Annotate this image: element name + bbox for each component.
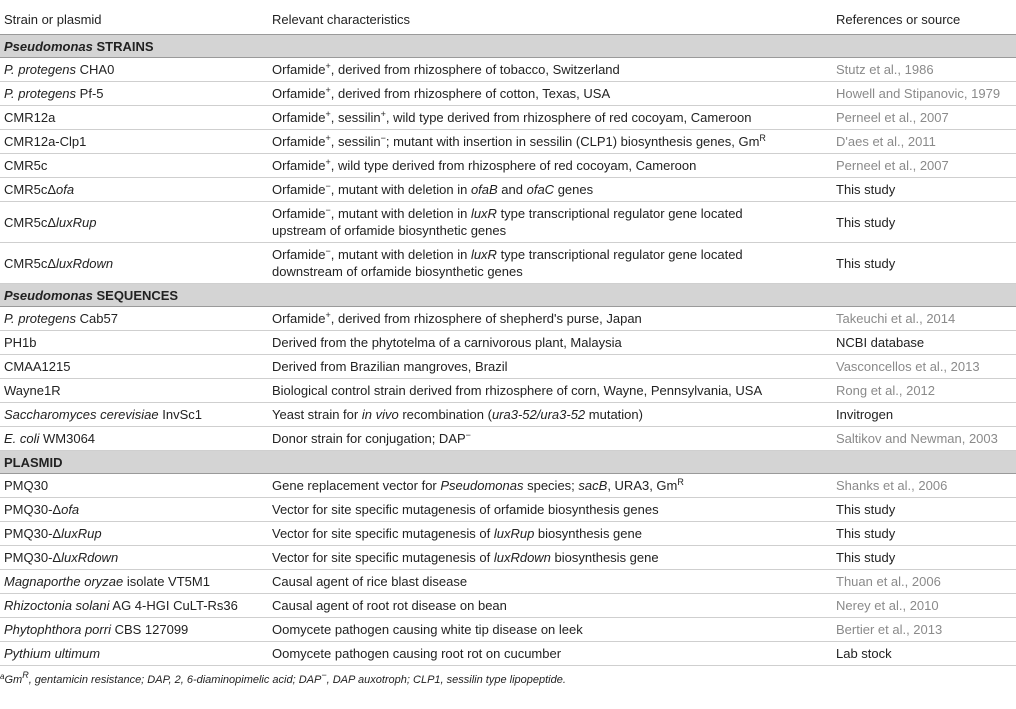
reference-cell: NCBI database [832,331,1016,355]
strain-name-cell: Phytophthora porri CBS 127099 [0,618,268,642]
characteristics-cell: Orfamide−, mutant with deletion in ofaB and ofaC genes [268,178,832,202]
footnote-marker: a [0,672,5,681]
table-row [0,82,1016,106]
characteristics-cell: Orfamide+, derived from rhizosphere of cotton, Texas, USA [268,82,832,106]
reference-link[interactable]: Thuan et al., 2006 [832,570,1016,594]
table-row [0,498,1016,522]
characteristics-cell: Donor strain for conjugation; DAP− [268,427,832,451]
characteristics-cell: Orfamide−, mutant with deletion in luxR type transcriptional regulator gene located downstream of orfamide biosynthetic genes [268,243,832,284]
strain-name-cell: P. protegens Cab57 [0,307,268,331]
strain-name-cell: PMQ30-Δofa [0,498,268,522]
characteristics-cell: Orfamide+, sessilin−; mutant with insertion in sessilin (CLP1) biosynthesis genes, $Gm^R$ [268,130,832,154]
characteristics-cell: Biological control strain derived from rhizosphere of corn, Wayne, Pennsylvania, USA [268,379,832,403]
table-row [0,522,1016,546]
table-row [0,307,1016,331]
strain-name-cell: CMAA1215 [0,355,268,379]
characteristics-cell: Vector for site specific mutagenesis of luxRdown biosynthesis gene [268,546,832,570]
characteristics-cell: Orfamide+, wild type derived from rhizosphere of red cocoyam, Cameroon [268,154,832,178]
characteristics-cell: Orfamide−, mutant with deletion in luxR type transcriptional regulator gene located upstream of orfamide biosynthetic genes [268,202,832,243]
characteristics-cell: Derived from Brazilian mangroves, Brazil [268,355,832,379]
characteristics-cell: Derived from the phytotelma of a carnivorous plant, Malaysia [268,331,832,355]
footnote-text: $Gm^R$, gentamicin resistance; DAP, 2, 6-diaminopimelic acid; DAP−, DAP auxotroph; CLP1, sessilin type lipopeptide. [4,670,566,686]
section-header-row [0,35,1016,58]
header-characteristics: Relevant characteristics [268,4,832,35]
strain-name-cell: CMR5c [0,154,268,178]
reference-link[interactable]: Saltikov and Newman, 2003 [832,427,1016,451]
section-header-row [0,451,1016,474]
table-row [0,178,1016,202]
reference-cell: This study [832,178,1016,202]
strain-name-cell: Wayne1R [0,379,268,403]
strain-name-cell: P. protegens CHA0 [0,58,268,82]
reference-link[interactable]: Stutz et al., 1986 [832,58,1016,82]
strain-name-cell: PH1b [0,331,268,355]
reference-link[interactable]: Bertier et al., 2013 [832,618,1016,642]
strain-name-cell: PMQ30-ΔluxRdown [0,546,268,570]
strain-name-cell: E. coli WM3064 [0,427,268,451]
table-body [0,35,1016,666]
strain-name-cell: Rhizoctonia solani AG 4-HGI CuLT-Rs36 [0,594,268,618]
table-row [0,379,1016,403]
strain-name-cell: CMR5cΔluxRdown [0,243,268,284]
table-row [0,618,1016,642]
reference-link[interactable]: Perneel et al., 2007 [832,154,1016,178]
reference-cell: This study [832,546,1016,570]
reference-link[interactable]: Nerey et al., 2010 [832,594,1016,618]
header-reference: References or source [832,4,1016,35]
table-row [0,331,1016,355]
strain-name-cell: P. protegens Pf-5 [0,82,268,106]
reference-link[interactable]: Shanks et al., 2006 [832,474,1016,498]
table-footnote [0,666,1016,686]
table-row [0,202,1016,243]
table-row [0,154,1016,178]
characteristics-cell: Causal agent of root rot disease on bean [268,594,832,618]
section-header-row [0,284,1016,307]
table-row [0,106,1016,130]
table-row [0,546,1016,570]
section-title: Pseudomonas SEQUENCES [0,284,1016,307]
strains-table [0,4,1016,666]
section-title: PLASMID [0,451,1016,474]
strain-name-cell: Saccharomyces cerevisiae InvSc1 [0,403,268,427]
section-title: Pseudomonas STRAINS [0,35,1016,58]
strain-name-cell: CMR5cΔofa [0,178,268,202]
table-row [0,474,1016,498]
characteristics-cell: Gene replacement vector for Pseudomonas species; sacB, URA3, $Gm^R$ [268,474,832,498]
table-row [0,594,1016,618]
reference-cell: This study [832,498,1016,522]
strain-name-cell: PMQ30-ΔluxRup [0,522,268,546]
characteristics-cell: Oomycete pathogen causing root rot on cucumber [268,642,832,666]
table-row [0,427,1016,451]
reference-link[interactable]: D'aes et al., 2011 [832,130,1016,154]
table-row [0,243,1016,284]
table-row [0,642,1016,666]
reference-link[interactable]: Rong et al., 2012 [832,379,1016,403]
reference-link[interactable]: Perneel et al., 2007 [832,106,1016,130]
reference-cell: This study [832,243,1016,284]
strain-name-cell: CMR12a-Clp1 [0,130,268,154]
table-row [0,403,1016,427]
strain-name-cell: PMQ30 [0,474,268,498]
reference-cell: This study [832,202,1016,243]
strain-name-cell: CMR5cΔluxRup [0,202,268,243]
characteristics-cell: Yeast strain for in vivo recombination (ura3-52/ura3-52 mutation) [268,403,832,427]
table-header-row [0,4,1016,35]
table-row [0,570,1016,594]
strain-name-cell: Pythium ultimum [0,642,268,666]
characteristics-cell: Vector for site specific mutagenesis of luxRup biosynthesis gene [268,522,832,546]
characteristics-cell: Vector for site specific mutagenesis of orfamide biosynthesis genes [268,498,832,522]
reference-cell: Lab stock [832,642,1016,666]
table-row [0,355,1016,379]
reference-link[interactable]: Vasconcellos et al., 2013 [832,355,1016,379]
header-strain: Strain or plasmid [0,4,268,35]
characteristics-cell: Orfamide+, derived from rhizosphere of shepherd's purse, Japan [268,307,832,331]
characteristics-cell: Oomycete pathogen causing white tip disease on leek [268,618,832,642]
strain-name-cell: Magnaporthe oryzae isolate VT5M1 [0,570,268,594]
table-row [0,130,1016,154]
table-row [0,58,1016,82]
reference-cell: Invitrogen [832,403,1016,427]
characteristics-cell: Causal agent of rice blast disease [268,570,832,594]
reference-cell: This study [832,522,1016,546]
characteristics-cell: Orfamide+, sessilin+, wild type derived from rhizosphere of red cocoyam, Cameroon [268,106,832,130]
reference-link[interactable]: Howell and Stipanovic, 1979 [832,82,1016,106]
strain-name-cell: CMR12a [0,106,268,130]
characteristics-cell: Orfamide+, derived from rhizosphere of tobacco, Switzerland [268,58,832,82]
reference-link[interactable]: Takeuchi et al., 2014 [832,307,1016,331]
